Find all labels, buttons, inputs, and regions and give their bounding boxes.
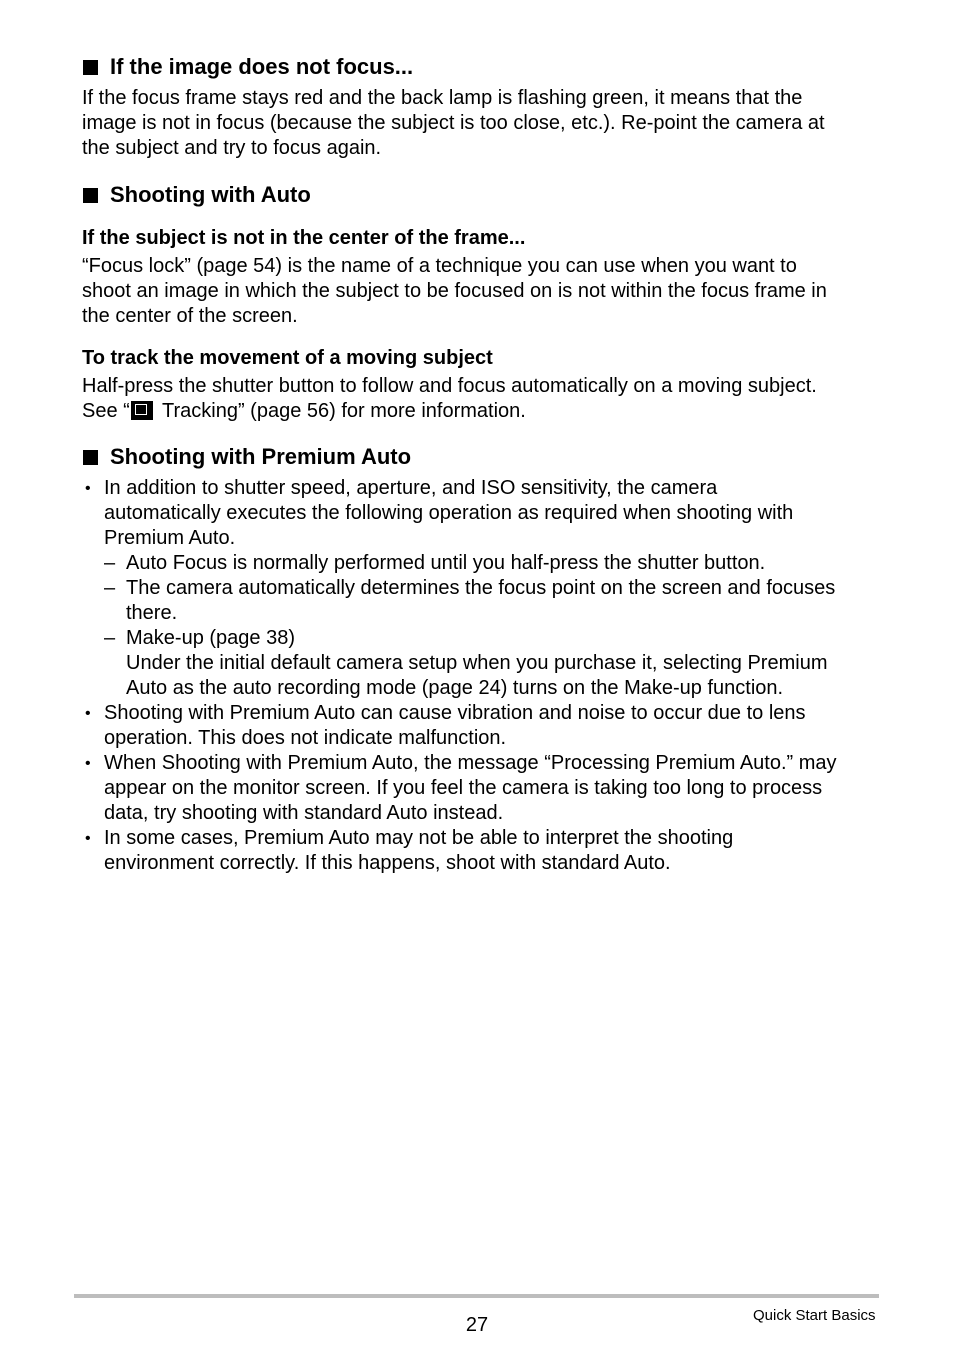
list-item-line: Shooting with Premium Auto can cause vibration and noise to occur due to lens (104, 702, 806, 724)
bullet-dot: • (85, 705, 91, 722)
list-item-line: Premium Auto. (104, 527, 236, 549)
tracking-icon (131, 401, 153, 420)
list-item-line: operation. This does not indicate malfunction. (104, 727, 507, 749)
square-bullet-icon (83, 450, 98, 465)
sub-list-item-line: Under the initial default camera setup when you purchase it, selecting Premium (126, 652, 828, 674)
sub-list-item (104, 626, 882, 701)
heading-text: Shooting with Auto (110, 182, 311, 207)
bullet-dot: • (85, 830, 91, 847)
list-item-line: data, try shooting with standard Auto instead. (104, 802, 504, 824)
sub-list-item-line: there. (126, 602, 178, 624)
paragraph-line: “Focus lock” (page 54) is the name of a technique you can use when you want to (82, 255, 797, 277)
paragraph-line: image is not in focus (because the subject is too close, etc.). Re-point the camera at (82, 112, 825, 134)
premium-auto-bullet-list (82, 476, 882, 876)
paragraph-line: the subject and try to focus again. (82, 137, 382, 159)
square-bullet-icon (83, 60, 98, 75)
list-item (82, 826, 882, 876)
dash-bullet: – (104, 627, 116, 649)
list-item-line: When Shooting with Premium Auto, the message “Processing Premium Auto.” may (104, 752, 837, 774)
list-item-line: In addition to shutter speed, aperture, and ISO sensitivity, the camera (104, 477, 718, 499)
heading-text: Shooting with Premium Auto (110, 444, 412, 469)
subheading-track-moving-subject: To track the movement of a moving subject (82, 347, 493, 369)
text-tracking-ref: Tracking” (page 56) for more information. (156, 400, 526, 422)
paragraph-line: If the focus frame stays red and the back lamp is flashing green, it means that the (82, 87, 803, 109)
sub-list-item (104, 551, 882, 576)
list-item (82, 751, 882, 826)
heading-shooting-with-premium-auto (83, 444, 411, 470)
heading-if-image-does-not-focus (83, 54, 413, 80)
subheading-subject-not-in-center: If the subject is not in the center of the frame... (82, 227, 526, 249)
paragraph-focus-lock (82, 254, 882, 329)
paragraph-tracking (82, 374, 882, 424)
list-item-line: appear on the monitor screen. If you feel the camera is taking too long to process (104, 777, 823, 799)
list-item (82, 701, 882, 751)
list-item-line: automatically executes the following operation as required when shooting with (104, 502, 794, 524)
dash-bullet: – (104, 552, 116, 574)
sub-list-item-line: Make-up (page 38) (126, 627, 295, 649)
paragraph-line: shoot an image in which the subject to be focused on is not within the focus frame in (82, 280, 827, 302)
heading-shooting-with-auto (83, 182, 311, 208)
footer-section-name: Quick Start Basics (753, 1307, 876, 1324)
bullet-dot: • (85, 755, 91, 772)
square-bullet-icon (83, 188, 98, 203)
heading-text: If the image does not focus... (110, 54, 414, 79)
paragraph-line-tracking (82, 399, 882, 424)
sub-list-item-line: Auto Focus is normally performed until you half-press the shutter button. (126, 552, 766, 574)
footer-divider (74, 1294, 879, 1298)
paragraph-focus-frame-red (82, 86, 882, 161)
sub-list-item-line: Auto as the auto recording mode (page 24) turns on the Make-up function. (126, 677, 784, 699)
dash-bullet: – (104, 577, 116, 599)
list-item (82, 476, 882, 701)
paragraph-line: the center of the screen. (82, 305, 298, 327)
sub-list-item-line: The camera automatically determines the focus point on the screen and focuses (126, 577, 836, 599)
paragraph-line: Half-press the shutter button to follow and focus automatically on a moving subject. (82, 375, 817, 397)
list-item-line: environment correctly. If this happens, shoot with standard Auto. (104, 852, 671, 874)
text-see: See “ (82, 400, 130, 422)
list-item-line: In some cases, Premium Auto may not be able to interpret the shooting (104, 827, 734, 849)
sub-list-item (104, 576, 882, 626)
page-number: 27 (465, 1314, 489, 1336)
bullet-dot: • (85, 480, 91, 497)
